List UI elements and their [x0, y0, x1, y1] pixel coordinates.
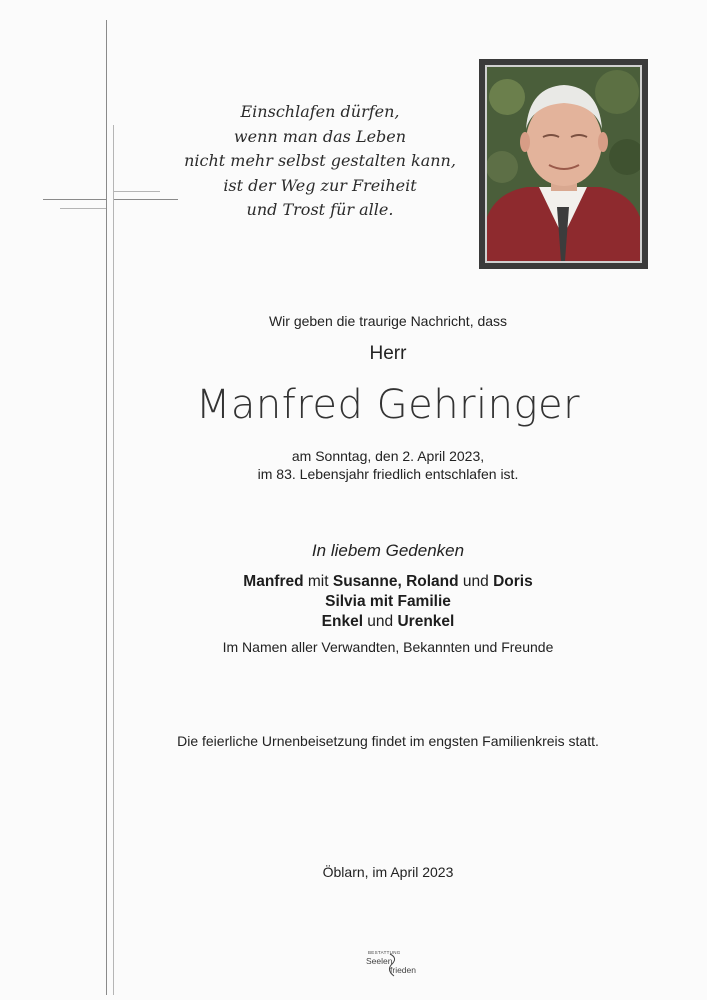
connector-text: und [458, 573, 494, 590]
connector-text: und [363, 613, 398, 630]
portrait-photo-frame [479, 59, 648, 269]
mourner-names [117, 572, 659, 632]
logo-tagline: BESTATTUNG [368, 950, 401, 955]
poem-line: nicht mehr selbst gestalten kann, [184, 151, 456, 170]
memorial-poem [150, 100, 490, 223]
mourner-name: Enkel [321, 613, 363, 630]
poem-line: Einschlafen dürfen, [240, 102, 400, 121]
deceased-name: Manfred Gehringer [195, 382, 581, 428]
mourner-name: Doris [493, 573, 533, 590]
poem-line: ist der Weg zur Freiheit [223, 175, 417, 195]
mourner-name: Urenkel [397, 613, 455, 630]
poem-line: und Trost für alle. [246, 200, 394, 219]
mourner-name: Susanne, Roland [332, 573, 459, 590]
death-date-line: am Sonntag, den 2. April 2023, [291, 448, 485, 464]
logo-word-1: Seelen [366, 956, 393, 966]
cross-vertical-line-left [106, 20, 107, 995]
announcement-intro: Wir geben die traurige Nachricht, dass [268, 313, 508, 329]
age-line: im 83. Lebensjahr friedlich entschlafen ist. [257, 466, 519, 482]
cross-vertical-line-right [113, 125, 114, 995]
urn-burial-notice: Die feierliche Urnenbeisetzung findet im engsten Familienkreis statt. [177, 733, 599, 749]
poem-line: wenn man das Leben [233, 126, 407, 146]
mourner-name: Silvia mit Familie [325, 593, 451, 610]
relatives-line: Im Namen aller Verwandten, Bekannten und Freunde [222, 639, 554, 655]
mourner-name: Manfred [243, 573, 304, 590]
portrait-image [487, 67, 640, 261]
mourner-line [117, 592, 659, 612]
cross-horizontal-left-top [43, 199, 106, 200]
portrait-photo [485, 65, 642, 263]
salutation: Herr [369, 343, 407, 364]
mourner-line [117, 612, 659, 632]
death-date-block [117, 447, 659, 483]
mourner-line [117, 572, 659, 592]
in-memory-heading: In liebem Gedenken [311, 541, 465, 560]
connector-text: mit [303, 573, 333, 590]
funeral-home-logo [366, 950, 428, 980]
place-and-date: Öblarn, im April 2023 [322, 864, 454, 880]
cross-horizontal-left-bottom [60, 208, 106, 209]
logo-word-2: frieden [390, 965, 416, 975]
